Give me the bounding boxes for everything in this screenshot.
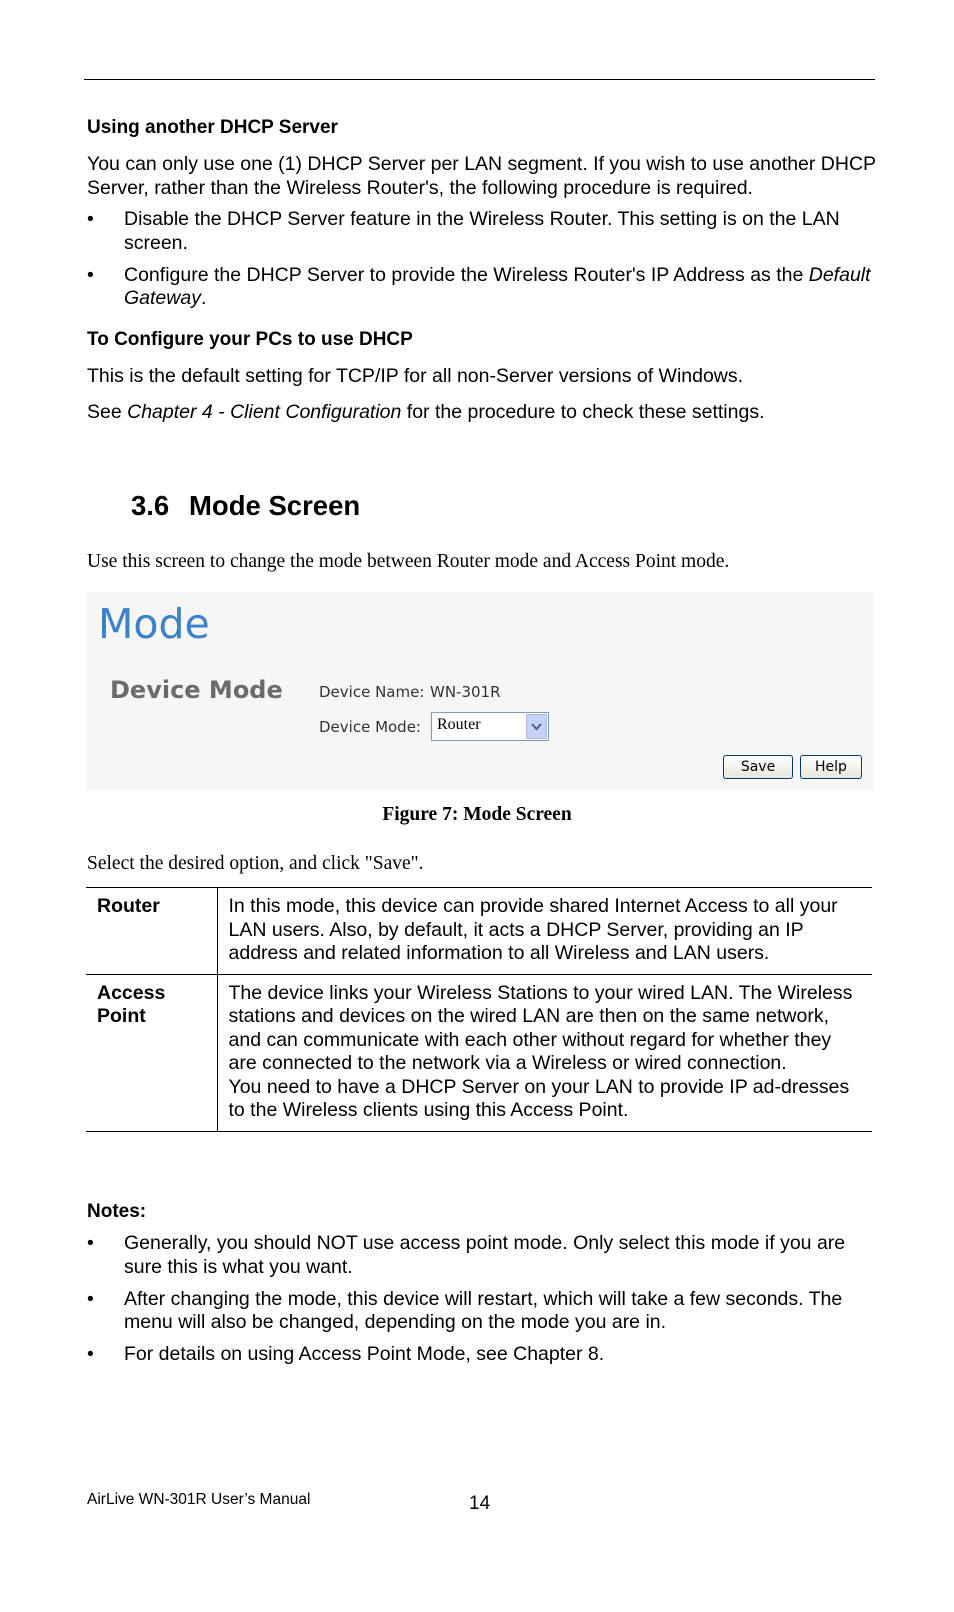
list-item: • Generally, you should NOT use access point mode. Only select this mode if you are sure this is what you want. <box>87 1232 846 1278</box>
device-name-label: Device Name: <box>319 683 425 701</box>
table-cell-term: Access Point <box>86 974 217 1131</box>
bullet-icon: • <box>87 1232 94 1254</box>
notes-bullets <box>87 1232 877 1375</box>
notes-heading: Notes: <box>87 1201 147 1222</box>
header-rule <box>84 79 875 80</box>
table-row <box>86 888 872 975</box>
pc-line-1: This is the default setting for TCP/IP for all non-Server versions of Windows. <box>87 365 744 387</box>
list-item: • For details on using Access Point Mode, see Chapter 8. <box>87 1343 605 1365</box>
select-instruction: Select the desired option, and click "Save". <box>87 853 424 874</box>
modes-table <box>86 887 872 1132</box>
device-mode-selected: Router <box>437 716 481 733</box>
bullet-icon: • <box>87 208 94 230</box>
list-item: • Configure the DHCP Server to provide the Wireless Router's IP Address as the Default Gateway. <box>87 263 871 309</box>
dhcp-bullets <box>87 208 877 319</box>
device-mode-heading: Device Mode <box>110 676 283 704</box>
device-mode-select[interactable] <box>431 712 549 741</box>
device-name-value: WN-301R <box>430 683 501 701</box>
section-title: 3.6 Mode Screen <box>131 490 361 521</box>
table-cell-description: In this mode, this device can provide shared Internet Access to all your LAN users. Also, by default, it acts a DHCP Server, providing an IP address and related information to all Wireless and LAN users. <box>217 888 872 975</box>
table-row <box>86 974 872 1131</box>
pc-line-2: See Chapter 4 - Client Configuration for the procedure to check these settings. <box>87 401 765 423</box>
list-item: • After changing the mode, this device will restart, which will take a few seconds. The menu will also be changed, depending on the mode you are in. <box>87 1287 843 1333</box>
list-item: • Disable the DHCP Server feature in the Wireless Router. This setting is on the LAN screen. <box>87 208 840 254</box>
dhcp-heading: Using another DHCP Server <box>87 117 338 138</box>
chevron-down-icon[interactable] <box>526 714 547 739</box>
bullet-icon: • <box>87 1343 94 1365</box>
table-cell-description: The device links your Wireless Stations to your wired LAN. The Wireless stations and devices on the wired LAN are then on the same network, and can communicate with each other without regard for whether they are connected to the network via a Wireless or wired connection. You need to have a DHCP Server on your LAN to provide IP ad-dresses to the Wireless clients using this Access Point. <box>217 974 872 1131</box>
device-mode-label: Device Mode: <box>319 718 421 736</box>
page-number: 14 <box>469 1493 491 1514</box>
footer-manual: AirLive WN-301R User’s Manual <box>87 1491 311 1508</box>
mode-screenshot <box>87 592 873 790</box>
bullet-icon: • <box>87 1287 94 1310</box>
figure-caption: Figure 7: Mode Screen <box>382 804 572 825</box>
help-button[interactable]: Help <box>800 755 862 779</box>
save-button[interactable]: Save <box>723 755 793 779</box>
dhcp-intro: You can only use one (1) DHCP Server per LAN segment. If you wish to use another DHCP Server, rather than the Wireless Router's, the following procedure is required. <box>87 153 876 199</box>
section-intro: Use this screen to change the mode between Router mode and Access Point mode. <box>87 551 730 572</box>
bullet-icon: • <box>87 263 94 286</box>
table-cell-term: Router <box>86 888 217 975</box>
mode-title: Mode <box>98 600 210 648</box>
pc-heading: To Configure your PCs to use DHCP <box>87 329 413 350</box>
